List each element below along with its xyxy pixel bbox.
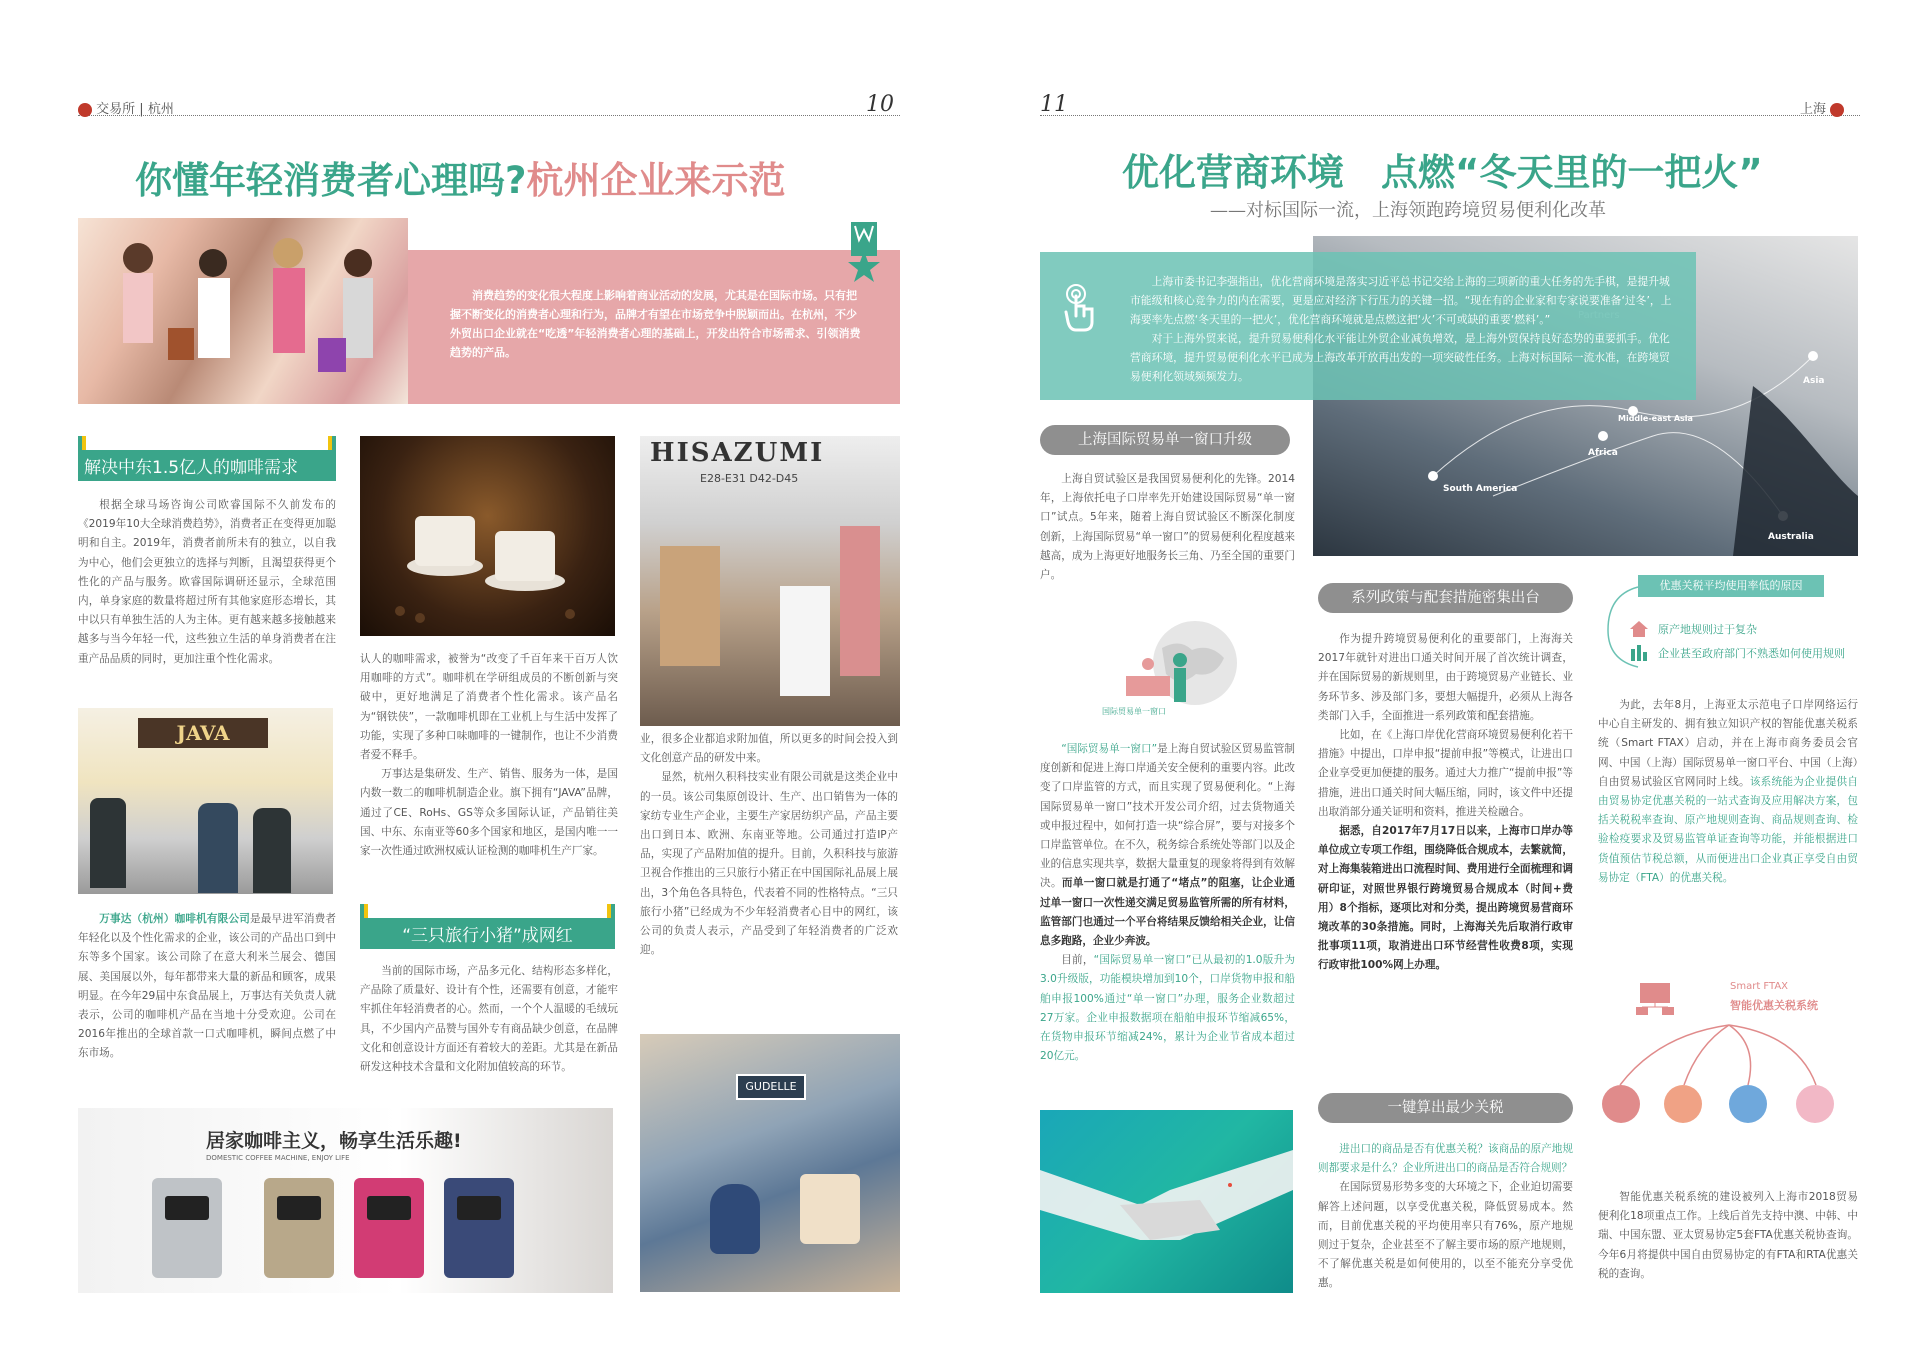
section1-column1-text2 — [78, 910, 336, 1064]
ftax-function-icon-2 — [1664, 1085, 1702, 1123]
map-label-asia: Asia — [1803, 376, 1825, 386]
single-window-label: 国际贸易单一窗口 — [1102, 707, 1166, 716]
section3-pill: 一键算出最少关税 — [1318, 1093, 1573, 1123]
coffee-machine-pink — [354, 1178, 424, 1278]
right-section1-bold: 而单一窗口就是打通了“堵点”的阻塞，让企业通过单一窗口一次性递交满足贸易监管所需的所有材料，监管部门也通过一个平台将结果反馈给相关企业，让信息多跑路，企业少奔波。 — [1040, 877, 1295, 948]
coffee-machine-silver — [152, 1178, 222, 1278]
right-title: 优化营商环境 点燃“冬天里的一把火” — [1122, 151, 1763, 194]
left-header-brand: 交易所 | 杭州 — [78, 98, 174, 117]
shoppers-illustration — [78, 218, 408, 404]
right-section1-paragraph3: “国际贸易单一窗口”已从最初的1.0版升为3.0升级版，功能模块增加到10个，口岸货物申报和船舶申报100%通过“单一窗口”办理，服务企业数超过27万家。企业申报数据项在船舶申报环节缩减65%，在货物申报环节缩减24%，累计为企业节省成本超过20亿元。 — [1040, 954, 1295, 1063]
booth-number: E28-E31 D42-D45 — [700, 472, 799, 485]
right-header-city: 上海 — [1800, 98, 1844, 117]
map-label-australia: Australia — [1768, 532, 1814, 542]
ftax-arrows — [1598, 975, 1860, 1185]
right-intro-box — [1040, 252, 1696, 400]
ftax-chinese-label: 智能优惠关税系统 — [1730, 999, 1818, 1012]
right-section2-paragraph2: 比如，在《上海口岸优化营商环境贸易便利化若干措施》中提出，口岸申报“提前申报”等模式，让进出口企业享受更加便捷的服务。通过大力推广“提前申报”等措施，进出口通关时间大幅压缩，同时，该文件中还提出取消部分通关证明和资料，推进关检融合。 — [1318, 729, 1573, 818]
section1-col2-paragraph2: 万事达是集研发、生产、销售、服务为一体，是国内数一数二的咖啡机制造企业。旗下拥有“JAVA”品牌，通过了CE、RoHs、GS等众多国际认证，产品销往美国、中东、东南亚等60多个国家和地区，是国内唯一一家一次性通过欧洲权威认证检测的咖啡机生产厂家。 — [360, 768, 618, 858]
java-booth-photo — [78, 708, 333, 894]
section1-title: 解决中东1.5亿人的咖啡需求 — [78, 450, 336, 481]
coffee-machine-ad — [78, 1108, 613, 1293]
intro-box — [408, 250, 900, 404]
section1-col2-paragraph1: 认人的咖啡需求，被誉为“改变了千百年来干百万人饮用咖啡的方式”。咖啡机在学研组成员的不断创新与突破中，更好地满足了消费者个性化需求。该产品名为“钢铁侠”，一款咖啡机即在工业机上与生活中发挥了功能，实现了多种口味咖啡的一键制作，也让不少消费者爱不释手。 — [360, 653, 618, 762]
map-label-south-america: South America — [1443, 484, 1518, 494]
coffee-machine-gold — [264, 1178, 334, 1278]
section2-col3-paragraph1: 业，很多企业都追求附加值，所以更多的时间会投入到文化创意产品的研发中来。 — [640, 733, 898, 765]
right-intro-text — [1130, 272, 1680, 386]
right-section3-paragraph1: 进出口的商品是否有优惠关税？该商品的原产地规则都要求是什么？企业所进出口的商品是否符合规则？ — [1318, 1143, 1573, 1175]
ftax-function-icon-1 — [1602, 1085, 1640, 1123]
right-section3-paragraph2: 在国际贸易形势多变的大环境之下，企业迫切需要解答上述问题，以享受优惠关税，降低贸易成本。然而，目前优惠关税的平均使用率只有76%，原产地规则过于复杂，企业甚至不了解主要市场的原产地规则，不了解优惠关税是如何使用的，以至不能充分享受优惠。 — [1318, 1181, 1573, 1290]
tariff-reason-2: 企业甚至政府部门不熟悉如何使用规则 — [1658, 647, 1845, 660]
section2-column3-text — [640, 730, 898, 960]
section2-pill: 系列政策与配套措施密集出台 — [1318, 583, 1573, 613]
section1-heading — [78, 450, 336, 481]
map-label-middle-east: Middle-east Asia — [1618, 414, 1693, 423]
tariff-reasons-title: 优惠关税平均使用率低的原因 — [1638, 575, 1824, 597]
shoppers-hero-image — [78, 218, 408, 404]
left-title — [135, 150, 785, 204]
ftax-function-icon-3 — [1729, 1085, 1767, 1123]
java-sign: JAVA — [138, 718, 268, 748]
touch-hand-icon — [1062, 282, 1106, 332]
ftax-function-icon-4 — [1796, 1085, 1834, 1123]
ftax-english-label: Smart FTAX — [1730, 981, 1789, 992]
right-page-header — [1040, 95, 1860, 116]
map-label-africa: Africa — [1588, 448, 1618, 458]
section1-paragraph2: 是最早进军消费者年轻化以及个性化需求的企业，该公司的产品出口到中东等多个国家。该公司除了在意大利米兰展会、德国展、美国展以外，每年都带来大量的新品和顾客，成果明显。在今年29届中东食品展上，万事达有关负责人就表示，公司的咖啡机产品在当地十分受欢迎。公司在2016年推出的全球首款一口式咖啡机，瞬间点燃了中东市场。 — [78, 913, 336, 1060]
left-title-part2: 杭州企业来示范 — [526, 159, 786, 202]
right-page-number: 11 — [1040, 92, 1068, 117]
coffee-cups-photo — [360, 436, 615, 636]
section1-column2-text — [360, 650, 618, 861]
ad-subline: DOMESTIC COFFEE MACHINE, ENJOY LIFE — [206, 1154, 350, 1162]
left-page-header — [78, 95, 900, 116]
hisazumi-booth-photo — [640, 436, 900, 726]
section2-title: “三只旅行小猪”成网红 — [360, 918, 615, 949]
company-name: 万事达（杭州）咖啡机有限公司 — [99, 913, 250, 925]
house-icon — [1628, 619, 1650, 639]
coffee-machine-navy — [444, 1178, 514, 1278]
right-section1-text — [1040, 470, 1295, 585]
right-section1-lead3: 目前， — [1061, 954, 1094, 967]
section2-col3-paragraph2: 显然，杭州久积科技实业有限公司就是这类企业中的一员。该公司集原创设计、生产、出口销售为一体的家纺专业生产企业，主要生产家居纺织产品，产品主要出口到日本、欧洲、东南亚等地。公司通过打造IP产品，实现了产品附加值的提升。目前，久积科技与旅游卫视合作推出的三只旅行小猪正在中国国际礼品展上展出，3个角色各具特色，代表着不同的性格特点。“三只旅行小猪”已经成为不少年轻消费者心目中的网红，该公司的负责人表示，产品受到了年轻消费者的广泛欢迎。 — [640, 771, 898, 957]
right-section1-paragraph2: 是上海自贸试验区贸易监管制度创新和促进上海口岸通关安全便利的重要内容。此改变了口岸监管的方式，而且实现了贸易便利化。“上海国际贸易单一窗口”技术开发公司介绍，过去货物通关或申报过程中，如何打造一块“综合屏”，要与对接多个口岸监管单位。在不久，税务综合系统处等部门以及企业的信息实现共享，数据大量重复的现象将得到有效解决。 — [1040, 743, 1295, 890]
right-section1-paragraph1: 上海自贸试验区是我国贸易便利化的先锋。2014年，上海依托电子口岸率先开始建设国际贸易“单一窗口”试点。5年来，随着上海自贸试验区不断深化制度创新，上海国际贸易“单一窗口”的贸易便利化程度越来越高，成为上海更好地服务长三角、乃至全国的重要门户。 — [1040, 473, 1295, 582]
intro-text: 消费趋势的变化很大程度上影响着商业活动的发展，尤其是在国际市场。只有把握不断变化的消费者心理和行为，品牌才有望在市场竞争中脱颖而出。在杭州，不少外贸出口企业就在“吃透”年轻消费者心理的基础上，开发出符合市场需求、引领消费趋势的产品。 — [450, 289, 861, 359]
tariff-reasons-graphic — [1598, 575, 1860, 685]
booth-sign: HISAZUMI — [650, 438, 825, 468]
right-intro-paragraph2: 对于上海外贸来说，提升贸易便利化水平能让外贸企业减负增效，是上海外贸保持良好态势的重要抓手。优化营商环境，提升贸易便利化水平已成为上海改革开放再出发的一项突破性任务。上海对标国际一流水准，在跨境贸易便利化领域频频发力。 — [1130, 332, 1670, 383]
plush-toys-photo — [640, 1034, 900, 1292]
handshake-image — [1040, 1110, 1293, 1293]
ad-headline: 居家咖啡主义，畅享生活乐趣! — [206, 1130, 462, 1152]
right-subtitle: ——对标国际一流，上海领跑跨境贸易便利化改革 — [1210, 200, 1606, 221]
brand-logo-icon — [1830, 103, 1844, 117]
right-section1-text2 — [1040, 740, 1295, 1066]
section2-column2-text — [360, 962, 618, 1077]
right-col3-text2 — [1598, 1188, 1858, 1284]
section1-column1-text — [78, 496, 336, 669]
left-title-part1: 你懂年轻消费者心理吗? — [135, 159, 527, 202]
star-icon — [847, 250, 881, 284]
brand-logo-icon — [78, 103, 92, 117]
right-section2-text — [1318, 630, 1573, 976]
right-intro-paragraph1: 上海市委书记李强指出，优化营商环境是落实习近平总书记交给上海的三项新的重大任务的先手棋，是提升城市能级和核心竞争力的内在需要，更是应对经济下行压力的关键一招。“现在有的企业家和专家说要准备‘过冬’，上海要率先点燃‘冬天里的一把火’，优化营商环境就是点燃这把‘火’不可或缺的重要‘燃料’。” — [1130, 275, 1672, 326]
single-window-graphic — [1100, 618, 1250, 728]
right-col3-text — [1598, 696, 1858, 888]
shop-sign: GUDELLE — [736, 1074, 806, 1100]
section1-paragraph1: 根据全球马场咨询公司欧睿国际不久前发布的《2019年10大全球消费趋势》，消费者正在变得更加聪明和自主。2019年，消费者前所未有的独立，以自我为中心，他们会更独立的选择与判断，且渴望获得更个性化的产品与服务。欧睿国际调研还显示，全球范围内，单身家庭的数量将超过所有其他家庭形态增长，其中以只有单独生活的人为主体。更有越来越多接触越来越多与当今年轻一代，这些独立生活的单身消费者在注重产品品质的同时，更加注重个性化需求。 — [78, 499, 336, 665]
section2-paragraph1: 当前的国际市场，产品多元化、结构形态多样化，产品除了质量好、设计有个性，还需要有创意，才能牢牢抓住年轻消费者的心。然而，一个个人温暖的毛绒玩具，不少国内产品赞与国外专有商品缺少创意，在品牌文化和创意设计方面还有着较大的差距。尤其是在新品研发这种技术含量和文化附加值较高的环节。 — [360, 965, 618, 1074]
handshake-illustration — [1040, 1110, 1293, 1293]
right-col3-paragraph1: 为此，去年8月，上海亚太示范电子口岸网络运行中心自主研发的、拥有独立知识产权的智能优惠关税系统（Smart FTAX）启动，并在上海市商务委员会官网、中国（上海）国际贸易单一窗口平台、中国（上海）自由贸易试验区官网同时上线。 — [1598, 699, 1858, 788]
single-window-lead: “国际贸易单一窗口” — [1061, 743, 1158, 755]
right-col3-teal: 该系统能为企业提供自由贸易协定优惠关税的一站式查询及应用解决方案，包括关税税率查询、原产地规则查询、商品规则查询、检验检疫要求及贸易监管单证查询等功能，并能根据进口货值预估节税总额，从而便进出口企业真正享受自由贸易协定（FTA）的优惠关税。 — [1598, 775, 1858, 884]
right-section3-text — [1318, 1140, 1573, 1294]
left-page-number: 10 — [866, 92, 894, 117]
right-col3-paragraph2: 智能优惠关税系统的建设被列入上海市2018贸易便利化18项重点工作。上线后首先支持中澳、中韩、中瑞、中国东盟、亚太贸易协定5套FTA优惠关税协查询。今年6月将提供中国自由贸易协定的有FTA和RTA优惠关税的查询。 — [1598, 1191, 1858, 1280]
tariff-reason-1: 原产地规则过于复杂 — [1658, 623, 1757, 636]
right-section2-paragraph1: 作为提升跨境贸易便利化的重要部门，上海海关2017年就针对进出口通关时间开展了首次统计调查，并在国际贸易的新规则里，由于跨境贸易产业链长、业务环节多、涉及部门多，要想大幅提升，必须从上海各类部门入手，全面推进一系列政策和配套措施。 — [1318, 633, 1573, 722]
ftax-diagram — [1598, 975, 1860, 1185]
right-section2-paragraph3: 据悉，自2017年7月17日以来，上海市口岸办等单位成立专项工作组，围绕降低合规成本，去繁就简，对上海集装箱进出口流程时间、费用进行全面梳理和调研印证，对照世界银行跨境贸易合规成本（时间+费用）8个指标，逐项比对和分类，提出跨境贸易营商环境改革的30条措施。同时，上海海关先后取消行政审批事项11项，取消进出口环节经营性收费8项，实现行政审批100%网上办理。 — [1318, 825, 1573, 972]
section1-pill: 上海国际贸易单一窗口升级 — [1040, 425, 1290, 455]
chart-doc-icon — [1628, 643, 1650, 663]
section2-heading — [360, 918, 615, 949]
